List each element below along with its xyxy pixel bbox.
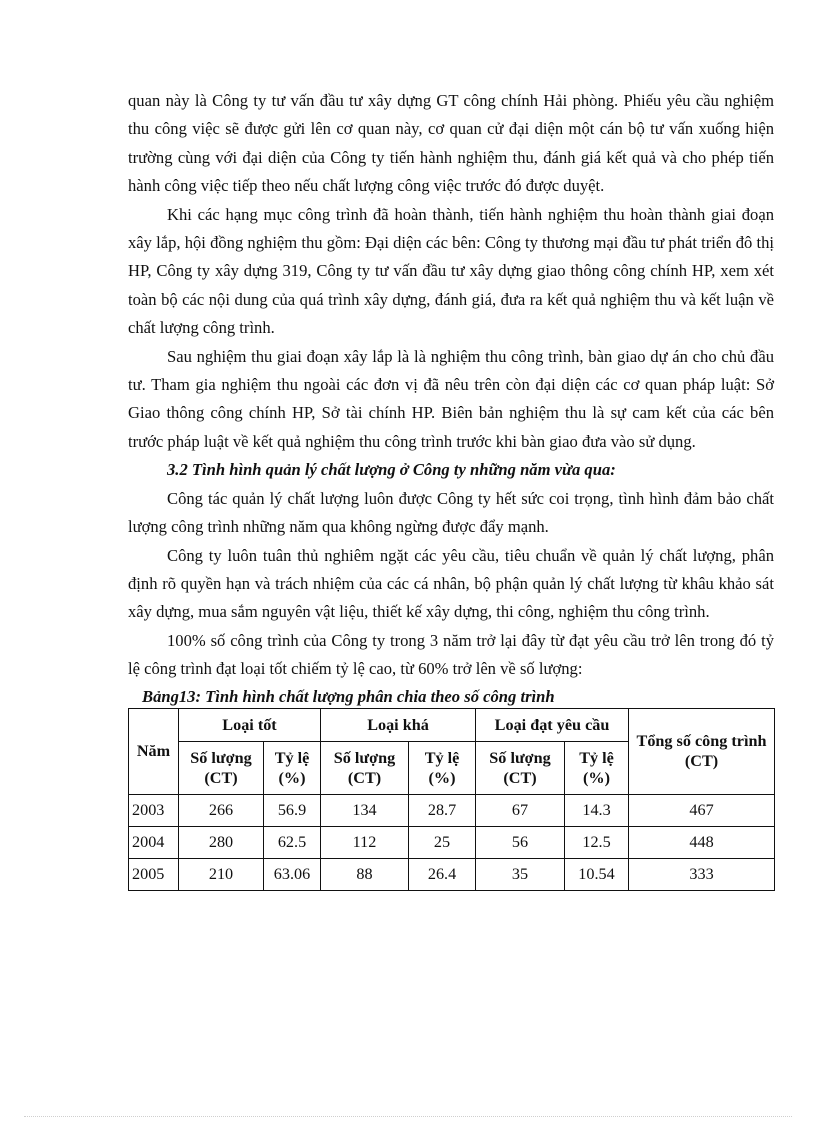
sub-header-count: Số lượng (CT) bbox=[179, 741, 264, 794]
cell-total: 467 bbox=[629, 794, 775, 826]
cell-fair-count: 134 bbox=[321, 794, 409, 826]
section-heading: 3.2 Tình hình quản lý chất lượng ở Công ty những năm vừa qua: bbox=[167, 460, 616, 480]
cell-fair-count: 112 bbox=[321, 826, 409, 858]
cell-year: 2003 bbox=[129, 794, 179, 826]
cell-pass-pct: 10.54 bbox=[565, 858, 629, 890]
cell-pass-count: 35 bbox=[476, 858, 565, 890]
paragraph-1: quan này là Công ty tư vấn đầu tư xây dựng GT công chính Hải phòng. Phiếu yêu cầu nghiệm thu công việc sẽ được gửi lên cơ quan này, cơ quan cử đại diện một cán bộ tư vấn xuống hiện trường cùng với đại diện của Công ty tiến hành nghiệm thu, đánh giá kết quả và cho phép tiến hành công việc tiếp theo nếu chất lượng công việc trước đó được duyệt. bbox=[128, 91, 774, 196]
quality-table bbox=[128, 708, 775, 891]
cell-good-pct: 56.9 bbox=[264, 794, 321, 826]
cell-fair-pct: 26.4 bbox=[409, 858, 476, 890]
table-caption: Bảng13: Tình hình chất lượng phân chia theo số công trình bbox=[142, 686, 555, 706]
group-header-fair: Loại khá bbox=[321, 708, 476, 741]
cell-pass-count: 67 bbox=[476, 794, 565, 826]
sub-header-pct: Tỷ lệ (%) bbox=[264, 741, 321, 794]
cell-good-pct: 62.5 bbox=[264, 826, 321, 858]
cell-good-count: 210 bbox=[179, 858, 264, 890]
cell-total: 333 bbox=[629, 858, 775, 890]
cell-good-pct: 63.06 bbox=[264, 858, 321, 890]
page-bottom-divider bbox=[24, 1116, 792, 1117]
total-header: Tổng số công trình (CT) bbox=[629, 708, 775, 794]
cell-year: 2005 bbox=[129, 858, 179, 890]
document-body bbox=[128, 87, 774, 891]
sub-header-count: Số lượng (CT) bbox=[321, 741, 409, 794]
paragraph-6: 100% số công trình của Công ty trong 3 năm trở lại đây từ đạt yêu cầu trở lên trong đó tỷ lệ công trình đạt loại tốt chiếm tỷ lệ cao, từ 60% trở lên về số lượng: bbox=[128, 630, 774, 679]
cell-good-count: 280 bbox=[179, 826, 264, 858]
year-header: Năm bbox=[129, 708, 179, 794]
group-header-good: Loại tốt bbox=[179, 708, 321, 741]
cell-fair-pct: 25 bbox=[409, 826, 476, 858]
paragraph-5: Công ty luôn tuân thủ nghiêm ngặt các yêu cầu, tiêu chuẩn về quản lý chất lượng, phân định rõ quyền hạn và trách nhiệm của các cá nhân, bộ phận quản lý chất lượng từ khâu khảo sát xây dựng, mua sắm nguyên vật liệu, thiết kế xây dựng, thi công, nghiệm thu công trình. bbox=[128, 545, 774, 622]
paragraph-3: Sau nghiệm thu giai đoạn xây lắp là là nghiệm thu công trình, bàn giao dự án cho chủ đầu tư. Tham gia nghiệm thu ngoài các đơn vị đã nêu trên còn đại diện các cơ quan pháp luật: Sở Giao thông công chính HP, Sở tài chính HP. Biên bản nghiệm thu là sự cam kết của các bên trước pháp luật về kết quả nghiệm thu công trình trước khi bàn giao đưa vào sử dụng. bbox=[128, 346, 774, 451]
paragraph-2: Khi các hạng mục công trình đã hoàn thành, tiến hành nghiệm thu hoàn thành giai đoạn xây lắp, hội đồng nghiệm thu gồm: Đại diện các bên: Công ty thương mại đầu tư phát triển đô thị HP, Công ty xây dựng 319, Công ty tư vấn đầu tư xây dựng giao thông công chính HP, xem xét toàn bộ các nội dung của quá trình xây dựng, đánh giá, đưa ra kết quả nghiệm thu và kết luận về chất lượng công trình. bbox=[128, 204, 774, 338]
cell-total: 448 bbox=[629, 826, 775, 858]
group-header-pass: Loại đạt yêu cầu bbox=[476, 708, 629, 741]
sub-header-pct: Tỷ lệ (%) bbox=[409, 741, 476, 794]
paragraph-4: Công tác quản lý chất lượng luôn được Công ty hết sức coi trọng, tình hình đảm bảo chất lượng công trình những năm qua không ngừng được đẩy mạnh. bbox=[128, 488, 774, 537]
table-row bbox=[129, 794, 775, 826]
sub-header-count: Số lượng (CT) bbox=[476, 741, 565, 794]
cell-pass-pct: 14.3 bbox=[565, 794, 629, 826]
cell-fair-count: 88 bbox=[321, 858, 409, 890]
sub-header-pct: Tỷ lệ (%) bbox=[565, 741, 629, 794]
cell-good-count: 266 bbox=[179, 794, 264, 826]
cell-pass-count: 56 bbox=[476, 826, 565, 858]
table-row bbox=[129, 826, 775, 858]
cell-fair-pct: 28.7 bbox=[409, 794, 476, 826]
table-row bbox=[129, 858, 775, 890]
cell-pass-pct: 12.5 bbox=[565, 826, 629, 858]
cell-year: 2004 bbox=[129, 826, 179, 858]
